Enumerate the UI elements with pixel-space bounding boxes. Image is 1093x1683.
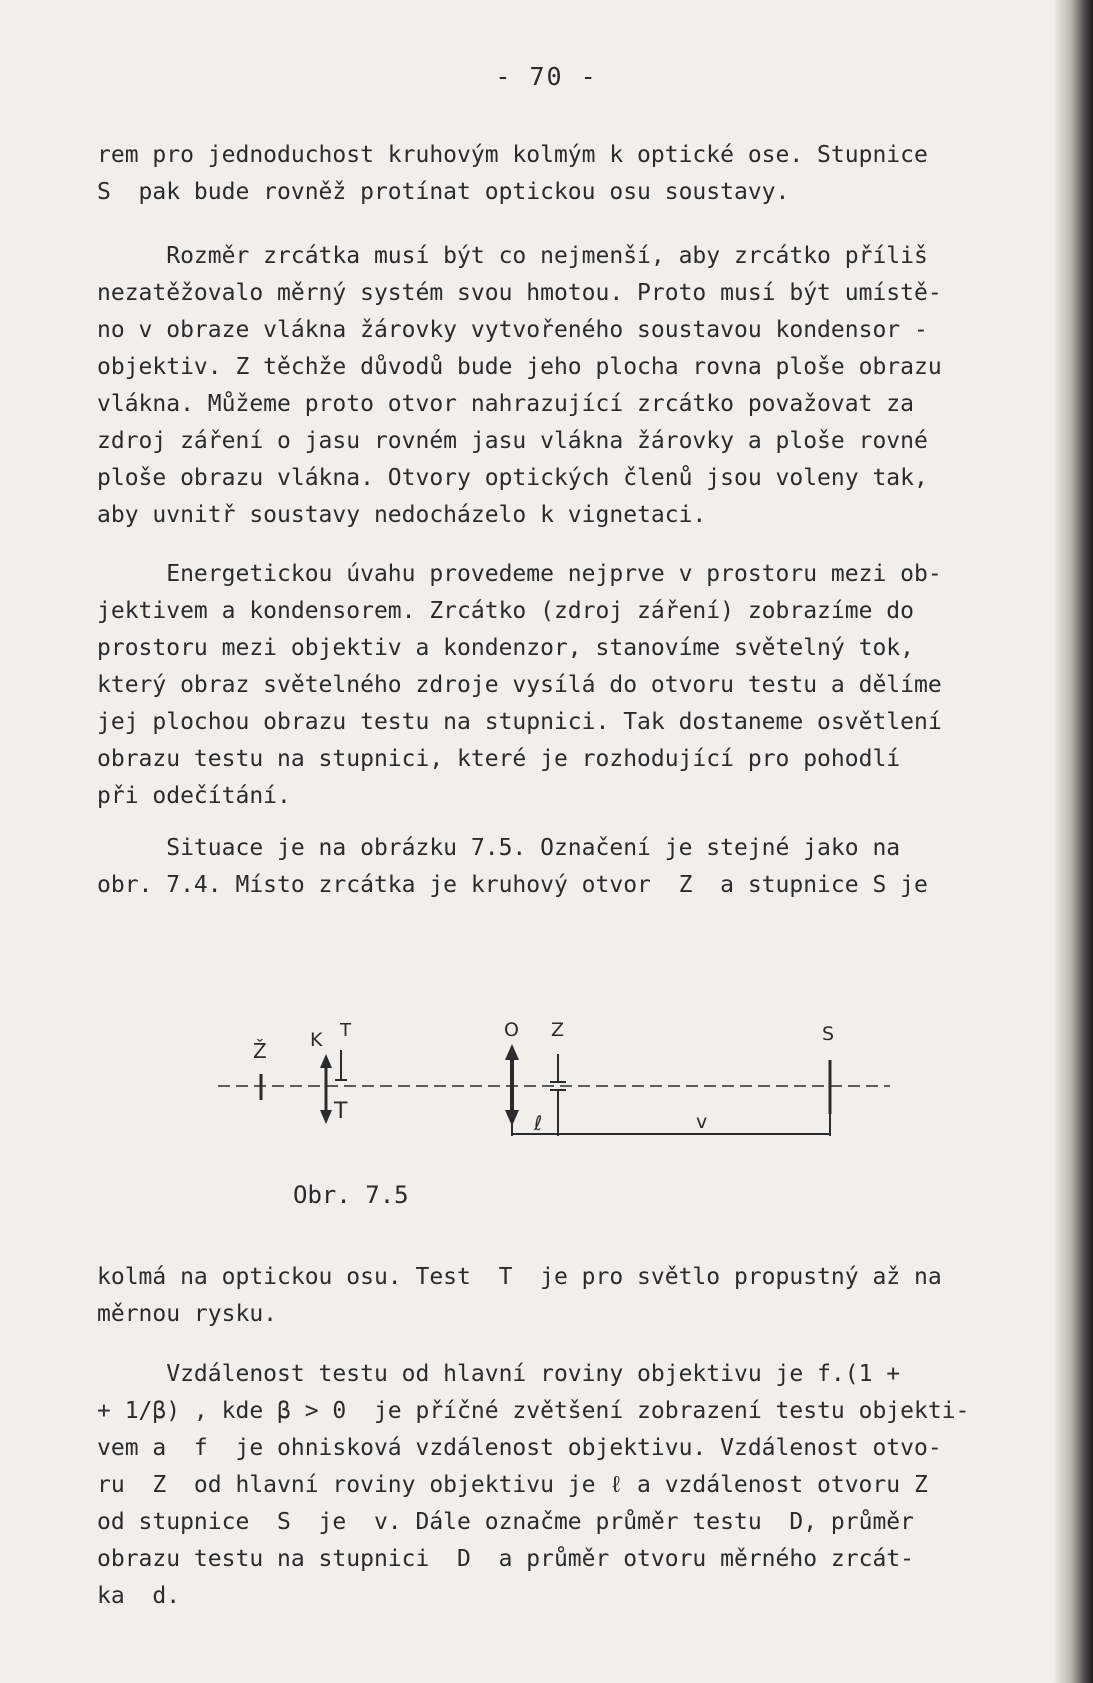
text-line: + 1/β) , kde β > 0 je příčné zvětšení zobrazení testu objekti- bbox=[97, 1398, 970, 1424]
text-line: Energetickou úvahu provedeme nejprve v prostoru mezi ob- bbox=[97, 561, 942, 587]
text-line: jej plochou obrazu testu na stupnici. Tak dostaneme osvětlení bbox=[97, 709, 942, 735]
text-line: rem pro jednoduchost kruhovým kolmým k optické ose. Stupnice bbox=[97, 142, 928, 168]
label-z: Z bbox=[551, 1019, 565, 1041]
text-line: ka d. bbox=[97, 1583, 181, 1609]
paragraph-2 bbox=[97, 238, 1037, 534]
arrow-head-up-icon bbox=[505, 1044, 519, 1060]
label-s: S bbox=[822, 1023, 835, 1045]
paragraph-6 bbox=[97, 1356, 1037, 1615]
text-line: prostoru mezi objektiv a kondenzor, stanovíme světelný tok, bbox=[97, 635, 914, 661]
text-line: ploše obrazu vlákna. Otvory optických členů jsou voleny tak, bbox=[97, 465, 928, 491]
arrow-head-down-icon bbox=[320, 1110, 332, 1124]
text-line: ru Z od hlavní roviny objektivu je ℓ a vzdálenost otvoru Z bbox=[97, 1472, 928, 1498]
text-line: Rozměr zrcátka musí být co nejmenší, aby zrcátko příliš bbox=[97, 243, 928, 269]
text-line: jektivem a kondensorem. Zrcátko (zdroj záření) zobrazíme do bbox=[97, 598, 914, 624]
text-line: zdroj záření o jasu rovném jasu vlákna žárovky a ploše rovné bbox=[97, 428, 928, 454]
text-line: vlákna. Můžeme proto otvor nahrazující zrcátko považovat za bbox=[97, 391, 914, 417]
text-line: Vzdálenost testu od hlavní roviny objektivu je f.(1 + bbox=[97, 1361, 901, 1387]
label-zh: Ž bbox=[253, 1039, 267, 1063]
text-line: obrazu testu na stupnici, které je rozhodující pro pohodlí bbox=[97, 746, 901, 772]
label-t-bottom: T bbox=[334, 1099, 348, 1124]
label-l: ℓ bbox=[534, 1111, 543, 1135]
text-line: obr. 7.4. Místo zrcátka je kruhový otvor Z a stupnice S je bbox=[97, 872, 928, 898]
page-number: - 70 - bbox=[495, 62, 598, 91]
label-o: O bbox=[504, 1019, 519, 1041]
text-line: S pak bude rovněž protínat optickou osu soustavy. bbox=[97, 179, 790, 205]
optical-diagram-figure bbox=[200, 1010, 900, 1175]
paragraph-5 bbox=[97, 1259, 1037, 1333]
paragraph-3 bbox=[97, 556, 1037, 815]
text-line: no v obraze vlákna žárovky vytvořeného soustavou kondensor - bbox=[97, 317, 928, 343]
text-line: obrazu testu na stupnici D a průměr otvoru měrného zrcát- bbox=[97, 1546, 914, 1572]
text-line: Situace je na obrázku 7.5. Označení je stejné jako na bbox=[97, 835, 901, 861]
label-k: K bbox=[310, 1029, 323, 1051]
paragraph-1 bbox=[97, 137, 1037, 211]
text-line: aby uvnitř soustavy nedocházelo k vignetaci. bbox=[97, 502, 707, 528]
figure-caption: Obr. 7.5 bbox=[293, 1181, 409, 1209]
text-line: od stupnice S je v. Dále označme průměr testu D, průměr bbox=[97, 1509, 914, 1535]
page-binding-shadow bbox=[1053, 0, 1093, 1683]
text-line: měrnou rysku. bbox=[97, 1301, 278, 1327]
label-v: v bbox=[696, 1111, 708, 1133]
label-t-top: T bbox=[340, 1020, 351, 1041]
text-line: vem a f je ohnisková vzdálenost objektivu. Vzdálenost otvo- bbox=[97, 1435, 942, 1461]
text-line: nezatěžovalo měrný systém svou hmotou. Proto musí být umístě- bbox=[97, 280, 942, 306]
text-line: kolmá na optickou osu. Test T je pro světlo propustný až na bbox=[97, 1264, 942, 1290]
paragraph-4 bbox=[97, 830, 1037, 904]
text-line: při odečítání. bbox=[97, 783, 291, 809]
text-line: objektiv. Z těchže důvodů bude jeho plocha rovna ploše obrazu bbox=[97, 354, 942, 380]
arrow-head-up-icon bbox=[320, 1054, 332, 1068]
text-line: který obraz světelného zdroje vysílá do otvoru testu a dělíme bbox=[97, 672, 942, 698]
